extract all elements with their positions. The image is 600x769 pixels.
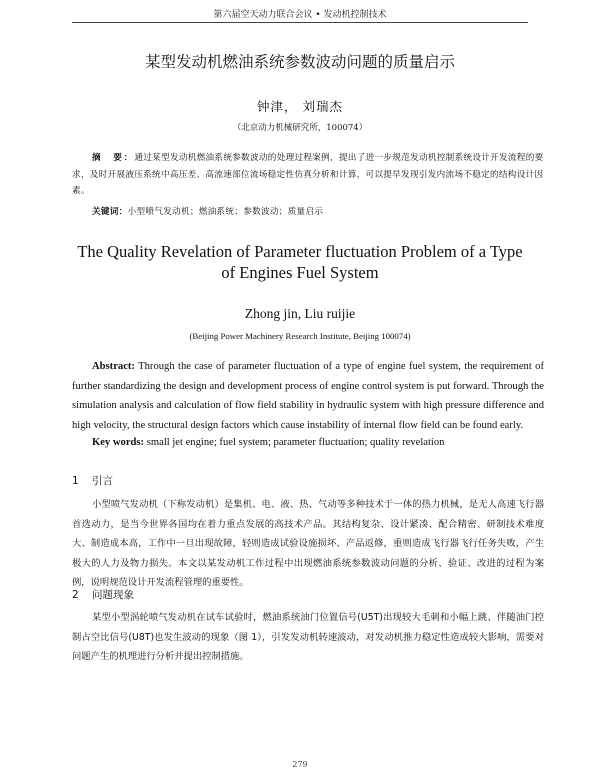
body-paragraph: 某型小型涡轮喷气发动机在试车试验时，燃油系统油门位置信号(U5T)出现较大毛刺和小幅上跳、伴随油门控制占空比信号(U8T)也发生波动的现象（图 1），引发发动机转速波动，对发动机推力稳定性造成较大影响，需要对问题产生的机理进行分析并提出控制措施。 xyxy=(72,612,544,663)
header-rule xyxy=(72,22,528,23)
chinese-abstract-text: 通过某型发动机燃油系统参数波动的处理过程案例，提出了进一步规范发动机控制系统设计开发流程的要求，及时开展液压系统中高压差、高流速部位流场稳定性仿真分析和计算，可以提早发现引发内流场不稳定的结构设计因素。 xyxy=(72,153,544,196)
body-paragraph: 小型喷气发动机（下称发动机）是集机、电、液、热、气动等多种技术于一体的热力机械，是无人高速飞行器首选动力，是当今世界各国均在着力重点发展的高技术产品。其结构复杂、设计紧凑、配合精密、研制技术难度大、制造成本高，工作中一旦出现故障，轻则造成试验设施损坏、产品返修，重则造成飞行器飞行任务失败，产生极大的人力及物力损失。本文以某发动机工作过程中出现燃油系统参数波动问题的分析、验证、改进的过程为案例，说明规范设计开发流程管理的重要性。 xyxy=(72,499,544,589)
english-abstract xyxy=(72,357,544,436)
english-affiliation: (Beijing Power Machinery Research Institute, Beijing 100074) xyxy=(189,331,411,341)
chinese-authors: 钟津， 刘瑞杰 xyxy=(257,99,343,114)
section-title: 引言 xyxy=(92,475,113,487)
section-title: 问题现象 xyxy=(92,589,134,601)
chinese-abstract-label: 摘 要： xyxy=(92,153,135,163)
english-abstract-text: Through the case of parameter fluctuation of a type of engine fuel system, the requirement of further standardizing the design and development process of engine control system is put forward. Through the simulation analysis and calculation of flow field stability in hydraulic system with high pressure difference and high velocity, the structural design factors which cause instability of internal flow field can be found early. xyxy=(72,361,544,432)
chinese-abstract xyxy=(72,150,544,200)
chinese-title: 某型发动机燃油系统参数波动问题的质量启示 xyxy=(144,53,455,71)
english-authors: Zhong jin, Liu ruijie xyxy=(244,306,356,321)
chinese-keywords-text: 小型喷气发动机；燃油系统；参数波动；质量启示 xyxy=(127,207,324,217)
section-heading xyxy=(72,587,134,602)
section-heading xyxy=(72,473,113,488)
english-title: The Quality Revelation of Parameter fluctuation Problem of a Type of Engines Fuel System xyxy=(77,242,523,282)
page-number: 279 xyxy=(292,760,308,769)
english-keywords-text: small jet engine; fuel system; parameter fluctuation; quality revelation xyxy=(146,437,445,448)
english-keywords xyxy=(92,433,544,452)
section-number: 2 xyxy=(72,589,79,601)
chinese-keywords xyxy=(92,205,544,219)
section-number: 1 xyxy=(72,475,79,487)
english-abstract-label: Abstract: xyxy=(92,361,135,372)
chinese-keywords-label: 关键词： xyxy=(92,207,128,217)
english-keywords-label: Key words: xyxy=(92,437,145,448)
running-header: 第六届空天动力联合会议 • 发动机控制技术 xyxy=(213,10,387,20)
chinese-affiliation: （北京动力机械研究所，100074） xyxy=(232,123,368,133)
